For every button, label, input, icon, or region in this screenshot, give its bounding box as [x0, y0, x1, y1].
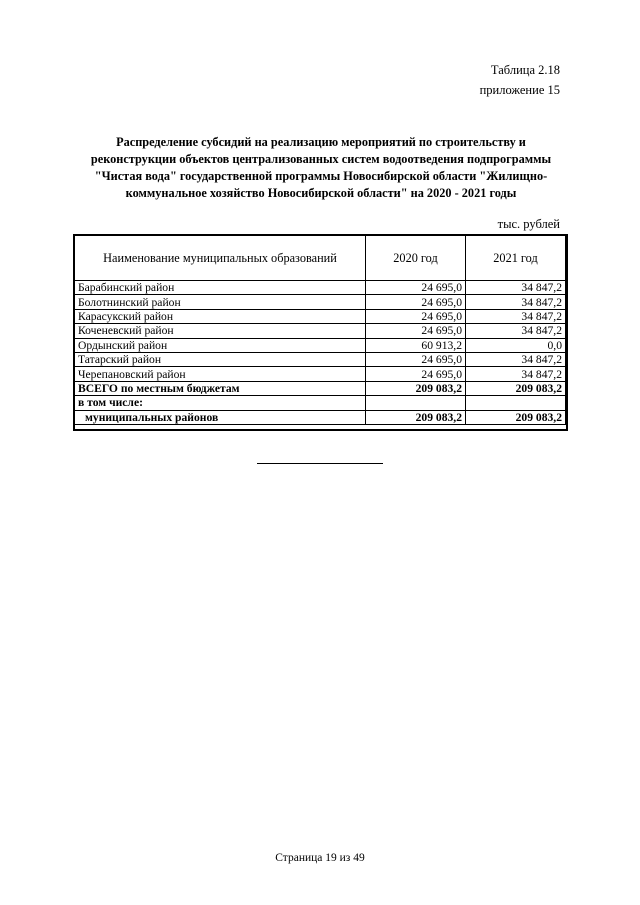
including-row [75, 396, 566, 410]
row-value-2021: 34 847,2 [466, 352, 566, 366]
row-value-2020: 24 695,0 [366, 295, 466, 309]
row-value-2021: 34 847,2 [466, 295, 566, 309]
total-row [75, 381, 566, 395]
row-value-2021: 34 847,2 [466, 309, 566, 323]
title-line: Распределение субсидий на реализацию мероприятий по строительству и [116, 135, 526, 149]
row-name: Карасукский район [75, 309, 366, 323]
row-value-2020: 24 695,0 [366, 352, 466, 366]
row-name: Черепановский район [75, 367, 366, 381]
municipal-value-2021: 209 083,2 [466, 410, 566, 424]
title-line: реконструкции объектов централизованных систем водоотведения подпрограммы [90, 152, 552, 166]
table-row [75, 281, 566, 295]
row-name: Коченевский район [75, 324, 366, 338]
title-line: "Чистая вода" государственной программы Новосибирской области "Жилищно- [94, 169, 548, 183]
empty-cell [466, 396, 566, 410]
row-value-2020: 24 695,0 [366, 309, 466, 323]
municipal-row [75, 410, 566, 424]
table-row [75, 309, 566, 323]
row-value-2021: 34 847,2 [466, 324, 566, 338]
page-number: Страница 19 из 49 [275, 852, 365, 864]
row-value-2020: 24 695,0 [366, 324, 466, 338]
column-header-name: Наименование муниципальных образований [75, 236, 366, 281]
table-row [75, 352, 566, 366]
table-row [75, 324, 566, 338]
appendix-reference: приложение 15 [479, 83, 560, 97]
row-name: Ордынский район [75, 338, 366, 352]
total-value-2020: 209 083,2 [366, 381, 466, 395]
total-label: ВСЕГО по местным бюджетам [75, 381, 366, 395]
table-row [75, 338, 566, 352]
row-name: Татарский район [75, 352, 366, 366]
end-divider [257, 463, 383, 464]
row-value-2021: 0,0 [466, 338, 566, 352]
row-name: Болотнинский район [75, 295, 366, 309]
municipal-value-2020: 209 083,2 [366, 410, 466, 424]
row-value-2020: 60 913,2 [366, 338, 466, 352]
empty-cell [366, 396, 466, 410]
row-value-2021: 34 847,2 [466, 281, 566, 295]
column-header-2021: 2021 год [466, 236, 566, 281]
subsidy-table [74, 235, 566, 425]
row-value-2020: 24 695,0 [366, 281, 466, 295]
total-value-2021: 209 083,2 [466, 381, 566, 395]
table-row [75, 367, 566, 381]
including-label: в том числе: [75, 396, 366, 410]
municipal-label: муниципальных районов [75, 410, 366, 424]
row-name: Барабинский район [75, 281, 366, 295]
table-reference: Таблица 2.18 [490, 63, 560, 77]
row-value-2021: 34 847,2 [466, 367, 566, 381]
unit-label: тыс. рублей [497, 217, 560, 231]
title-line: коммунальное хозяйство Новосибирской области" на 2020 - 2021 годы [125, 186, 517, 200]
column-header-2020: 2020 год [366, 236, 466, 281]
table-row [75, 295, 566, 309]
document-title [78, 134, 564, 202]
row-value-2020: 24 695,0 [366, 367, 466, 381]
table-header-row [75, 236, 566, 281]
